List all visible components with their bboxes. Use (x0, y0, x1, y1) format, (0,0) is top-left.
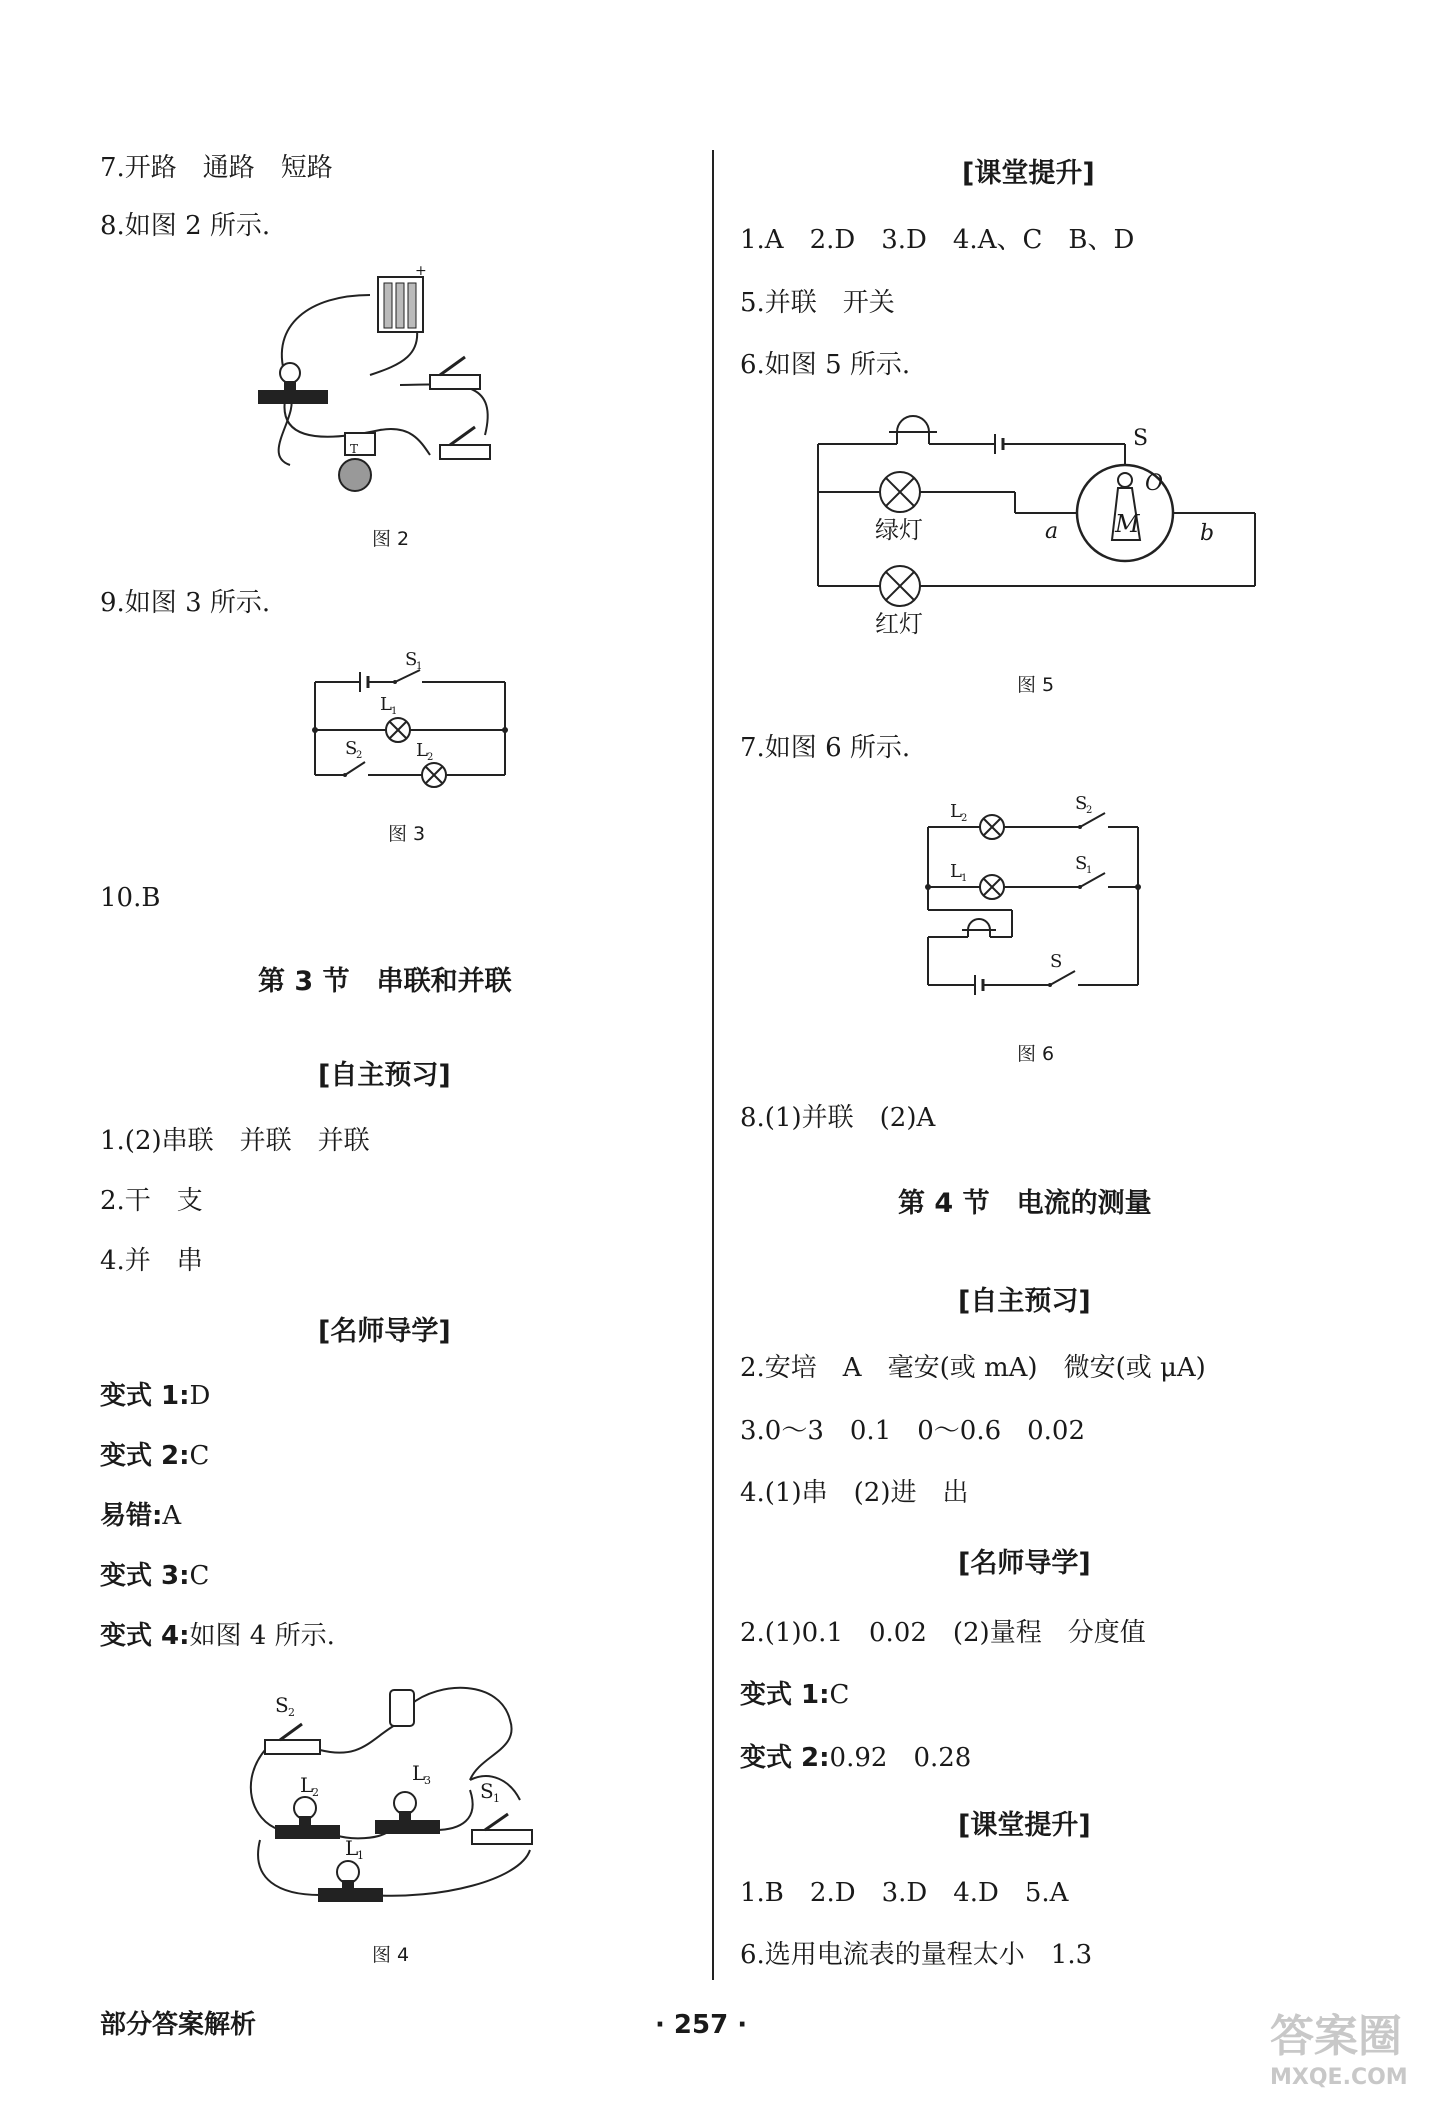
svg-text:2: 2 (427, 752, 434, 763)
figure-3-circuit (310, 640, 510, 780)
svg-text:2: 2 (961, 813, 968, 824)
svg-text:S: S (345, 738, 358, 759)
svg-text:L: L (380, 694, 392, 715)
svg-text:L: L (300, 1773, 314, 1797)
svg-text:L: L (345, 1836, 359, 1860)
variant-1: 变式 1:D (100, 1381, 211, 1411)
svg-text:S: S (275, 1693, 289, 1717)
preview-q2: 2.安培 A 毫安(或 mA) 微安(或 μA) (740, 1353, 1206, 1383)
improve-7: 7.如图 6 所示. (740, 733, 911, 763)
figure-5-circuit (815, 410, 1265, 640)
figure-4-caption: 图 4 (372, 1944, 410, 1966)
error-prone: 易错:A (100, 1501, 182, 1531)
variant-3: 变式 3:C (100, 1561, 210, 1591)
preview-4: 4.并 串 (100, 1246, 203, 1276)
answer-10: 10.B (100, 883, 161, 913)
svg-text:S: S (1133, 426, 1149, 451)
variant-1-right: 变式 1:C (740, 1680, 850, 1710)
svg-text:2: 2 (312, 1786, 319, 1799)
self-preview-heading-2: [自主预习] (958, 1286, 1091, 1317)
footer-label: 部分答案解析 (100, 2010, 257, 2040)
svg-text:S: S (480, 1779, 494, 1803)
improve-5: 5.并联 开关 (740, 288, 895, 318)
page-number: · 257 · (655, 2010, 748, 2040)
figure-2-circuit (250, 265, 510, 505)
self-preview-heading: [自主预习] (318, 1060, 451, 1091)
section-4-title: 第 4 节 电流的测量 (898, 1188, 1152, 1219)
watermark: 答案圈 MXQE.COM (1270, 2011, 1408, 2090)
svg-text:1: 1 (391, 706, 398, 717)
svg-text:1: 1 (1086, 865, 1093, 876)
svg-text:1: 1 (961, 873, 968, 884)
figure-5-caption: 图 5 (1017, 674, 1055, 696)
svg-text:L: L (412, 1761, 426, 1785)
svg-text:L: L (950, 801, 962, 822)
svg-text:M: M (1115, 510, 1140, 538)
figure-3-caption: 图 3 (388, 823, 426, 845)
svg-text:2: 2 (288, 1706, 295, 1719)
figure-6-circuit (920, 795, 1150, 1010)
preview-q3: 3.0～3 0.1 0～0.6 0.02 (740, 1416, 1086, 1446)
svg-text:3: 3 (424, 1774, 431, 1787)
svg-text:L: L (416, 740, 428, 761)
teacher-guide-heading: [名师导学] (318, 1316, 451, 1347)
column-divider (712, 150, 714, 1980)
preview-1: 1.(2)串联 并联 并联 (100, 1126, 370, 1156)
svg-text:T: T (350, 442, 359, 456)
preview-q4: 4.(1)串 (2)进 出 (740, 1478, 969, 1508)
svg-text:1: 1 (357, 1849, 364, 1862)
answer-7: 7.开路 通路 短路 (100, 153, 333, 183)
svg-text:红灯: 红灯 (875, 610, 923, 638)
variant-2: 变式 2:C (100, 1441, 210, 1471)
variant-2-right: 变式 2:0.92 0.28 (740, 1743, 972, 1773)
answer-8: 8.如图 2 所示. (100, 211, 271, 241)
class-improve-heading-2: [课堂提升] (958, 1810, 1091, 1841)
svg-text:O: O (1145, 471, 1164, 496)
answer-9: 9.如图 3 所示. (100, 588, 271, 618)
improve-1: 1.A 2.D 3.D 4.A、C B、D (740, 225, 1135, 255)
class-improve-heading: [课堂提升] (962, 158, 1095, 189)
svg-text:1: 1 (416, 661, 423, 672)
svg-text:绿灯: 绿灯 (875, 516, 923, 544)
svg-text:a: a (1045, 519, 1059, 544)
improve2-1: 1.B 2.D 3.D 4.D 5.A (740, 1878, 1069, 1908)
teacher-guide-heading-2: [名师导学] (958, 1548, 1091, 1579)
svg-text:S: S (1050, 951, 1063, 972)
improve2-6: 6.选用电流表的量程太小 1.3 (740, 1940, 1093, 1970)
guide-2: 2.(1)0.1 0.02 (2)量程 分度值 (740, 1618, 1146, 1648)
svg-text:1: 1 (493, 1792, 500, 1805)
figure-4-circuit (240, 1680, 540, 1920)
svg-text:L: L (950, 861, 962, 882)
svg-text:S: S (1075, 853, 1088, 874)
svg-text:S: S (405, 649, 418, 670)
variant-4: 变式 4:如图 4 所示. (100, 1621, 335, 1651)
svg-text:b: b (1200, 521, 1215, 546)
improve-6: 6.如图 5 所示. (740, 350, 911, 380)
improve-8: 8.(1)并联 (2)A (740, 1103, 936, 1133)
svg-text:+: + (415, 263, 427, 279)
svg-text:2: 2 (1086, 805, 1093, 816)
preview-2: 2.干 支 (100, 1186, 203, 1216)
figure-2-caption: 图 2 (372, 528, 410, 550)
svg-text:2: 2 (356, 750, 363, 761)
section-3-title: 第 3 节 串联和并联 (258, 966, 512, 997)
svg-text:S: S (1075, 793, 1088, 814)
figure-6-caption: 图 6 (1017, 1043, 1055, 1065)
